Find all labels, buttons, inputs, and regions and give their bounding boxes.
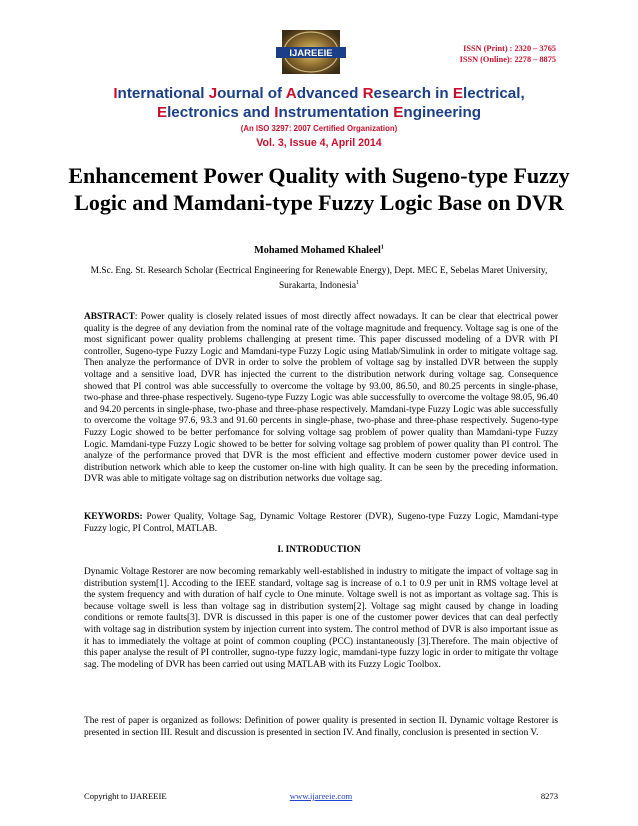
affiliation-superscript: 1 xyxy=(356,279,360,286)
introduction-paragraph-2: The rest of paper is organized as follows: Definition of power quality is presented in section II. Dynamic voltage Restorer is presented in section III. Result and discussion is presented in section IV. And finally, conclusion is presented in section V. xyxy=(84,716,558,738)
keywords-text: Power Quality, Voltage Sag, Dynamic Voltage Restorer (DVR), Sugeno-type Fuzzy Logic, Mamdani-type Fuzzy logic, PI Control, MATLAB. xyxy=(84,512,558,534)
page-number: 8273 xyxy=(540,791,558,801)
issn-block xyxy=(460,43,556,65)
keywords xyxy=(84,512,558,535)
logo-text: IJAREEIE xyxy=(289,48,333,59)
abstract xyxy=(84,312,558,486)
introduction-paragraph-1: Dynamic Voltage Restorer are now becoming remarkably well-established in industry to mitigate the impact of voltage sag in distribution system[1]. Accoding to the IEEE standard, voltage sag is increase of o.1 to 0.9 per unit in RMS voltage level at the system frequency and with duration of half cycle to One minute. Voltage swell is not as important as voltage sag. This is because voltage swell is less than voltage sag in distribution system[2]. Voltage sag might caused by change in loading conditions or remote faults[3]. DVR is discussed in this paper is one of the customer power devices that can deal perfectly with voltage sag in distribution system by injection current into system. The control method of DVR is also important issue as it has to immediately the voltage at point of common coupling (PCC) instantaneously [3].Therefore. The main objective of this paper analyse the result of PI controller, sugno-type fuzzy logic, mamdani-type fuzzy logic in order to mitigate thr voltage sag. The modeling of DVR has been carried out using MATLAB with its Fuzzy Logic Toolbox. xyxy=(84,567,558,670)
journal-logo xyxy=(262,30,360,74)
footer-copyright: Copyright to IJAREEIE xyxy=(84,791,167,801)
journal-name xyxy=(60,84,578,122)
keywords-label: KEYWORDS: xyxy=(84,512,143,522)
footer-website-link[interactable]: www.ijareeie.com xyxy=(289,791,353,801)
journal-name-line1: International Journal of Advanced Research in Electrical, xyxy=(113,85,525,102)
author-name: Mohamed Mohamed Khaleel$^1$ xyxy=(254,244,384,256)
paper-title: Enhancement Power Quality with Sugeno-type Fuzzy Logic and Mamdani-type Fuzzy Logic Base on DVR xyxy=(68,163,570,215)
section-heading-introduction: I. INTRODUCTION xyxy=(277,545,361,555)
certification-note: (An ISO 3297: 2007 Certified Organization) xyxy=(240,124,398,133)
abstract-text: : Power quality is closely related issues of most directly affect nowadays. It can be clear that electrical power quality is the degree of any deviation from the nominal rate of the voltage magnitude and frequency. Voltage sag is one of the most significant power quality problems challenging at present time. This paper discussed modeling of a DVR with PI controller, Sugeno-type Fuzzy Logic and Mamdani-type Fuzzy Logic using Matlab/Simulink in order to mitigate voltage sag. Then analyze the performance of DVR in order to solve the problem of voltage sag by installed DVR between the supply voltage and a sensitive load, DVR has injected the current to the distribution network during voltage sag. Consequence showed that PI control was able successfully to overcome the voltage by 93.00, 86.50, and 80.25 percents in single-phase, two-phase and three-phase respectively. Sugeno-type Fuzzy Logic was able successfully to overcome the voltage 98.05, 96.40 and 94.20 percents in single-phase, two-phase and three-phase respectively. Mamdani-type Fuzzy Logic was able successfully to overcome the voltage 97.6, 93.3 and 91.60 percents in single-phase, two-phase and three-phase respectively. Sugeno-type Fuzzy Logic showed to be better perfomance for solving voltage sag problem of power quality than Mamdani-type Fuzzy Logic. Mamdani-type Fuzzy Logic showed to be better for solving voltage sag problem of power quality than PI control. The analyze of the performance proved that DVR is the most efficient and effective modern customer power device used in distribution network which able to keep the customer on-line with high quality. It can be seen by the preceding information. DVR was able to mitigate voltage sag on distribution networks due voltage sag. xyxy=(84,312,558,485)
issn-print: ISSN (Print) : 2320 – 3765 xyxy=(463,44,556,53)
issn-online: ISSN (Online): 2278 – 8875 xyxy=(459,55,556,64)
volume-issue: Vol. 3, Issue 4, April 2014 xyxy=(256,137,382,149)
author-affiliation: M.Sc. Eng. St. Research Scholar (Eectrical Engineering for Renewable Energy), Dept. MEC E, Sebelas Maret University, Surakarta, Indonesia$^1$ xyxy=(90,266,548,291)
abstract-label: ABSTRACT xyxy=(84,312,135,322)
author-superscript: 1 xyxy=(380,244,384,251)
journal-name-line2: Electronics and Instrumentation Engineering xyxy=(156,104,482,121)
